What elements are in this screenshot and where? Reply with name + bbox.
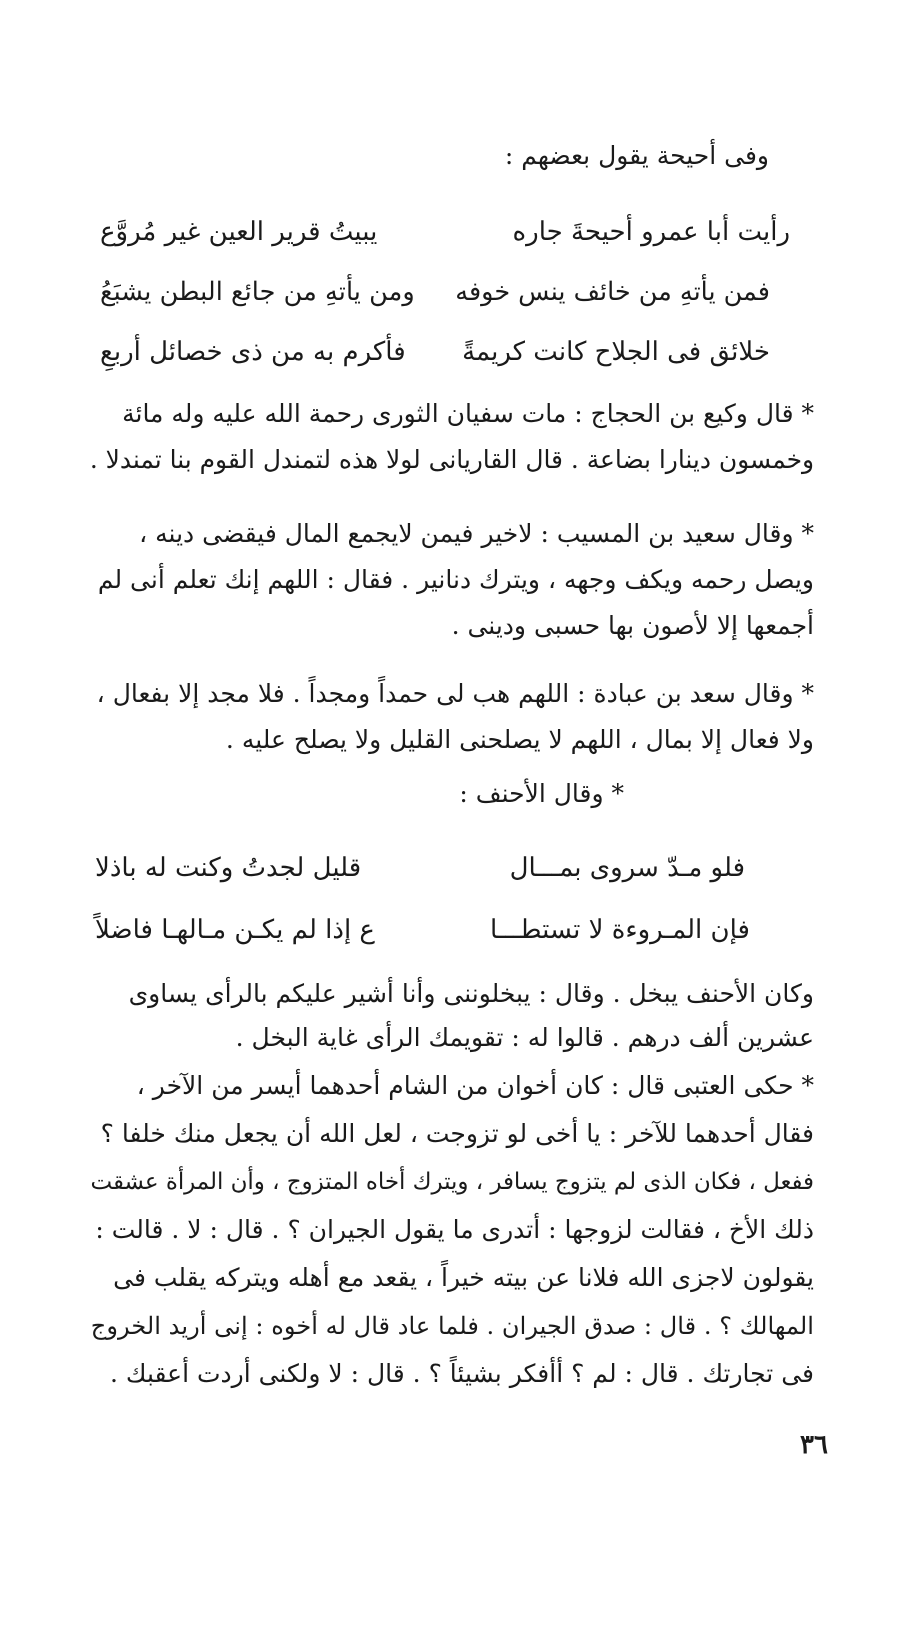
verse-first-hemistich: فمن يأتهِ من خائف ينس خوفه [455, 277, 770, 307]
paragraph-line: ذلك الأخ ، فقالت لزوجها : أتدرى ما يقول الجيران ؟ . قال : لا . قالت : [95, 1215, 814, 1244]
paragraph-line: وكان الأحنف يبخل . وقال : يبخلوننى وأنا أشير عليكم بالرأى يساوى [128, 979, 814, 1008]
verse-first-hemistich: فلو مـدّ سروى بمـــال [509, 853, 745, 883]
page-number: ٣٦ [800, 1430, 828, 1460]
verse-second-hemistich: ع إذا لم يكـن مـالهـا فاضلاً [95, 915, 375, 945]
paragraph-line: فى تجارتك . قال : لم ؟ أأفكر بشيئاً ؟ . قال : لا ولكنى أردت أعقبك . [110, 1359, 814, 1388]
verse-first-hemistich: خلائق فى الجلاح كانت كريمةً [462, 337, 770, 367]
paragraph-line: أجمعها إلا لأصون بها حسبى ودينى . [451, 611, 814, 640]
verse-first-hemistich: فإن المـروءة لا تستطـــا [490, 915, 750, 945]
paragraph-line: * حكى العتبى قال : كان أخوان من الشام أحدهما أيسر من الآخر ، [136, 1071, 814, 1100]
paragraph-line: * وقال سعد بن عبادة : اللهم هب لى حمداً ومجداً . فلا مجد إلا بفعال ، [96, 679, 814, 708]
paragraph-line: المهالك ؟ . قال : صدق الجيران . فلما عاد قال له أخوه : إنى أريد الخروج [90, 1312, 814, 1340]
verse-second-hemistich: ومن يأتهِ من جائع البطن يشبَعُ [100, 277, 415, 307]
paragraph-line: عشرين ألف درهم . قالوا له : تقويمك الرأى غاية البخل . [235, 1023, 814, 1052]
paragraph-line: وخمسون دينارا بضاعة . قال القاريانى لولا هذه لتمندل القوم بنا تمندلا . [89, 445, 814, 474]
verse-second-hemistich: فأكرم به من ذى خصائل أربعِ [100, 337, 406, 367]
paragraph-line: * وقال سعيد بن المسيب : لاخير فيمن لايجمع المال فيقضى دينه ، [139, 519, 814, 548]
paragraph-line: يقولون لاجزى الله فلانا عن بيته خيراً ، يقعد مع أهله ويتركه يقلب فى [113, 1263, 814, 1292]
paragraph-line: فقال أحدهما للآخر : يا أخى لو تزوجت ، لعل الله أن يجعل منك خلفا ؟ [100, 1119, 814, 1148]
paragraph-line: * وقال الأحنف : [459, 779, 624, 808]
paragraph-line: * قال وكيع بن الحجاج : مات سفيان الثورى رحمة الله عليه وله مائة [122, 399, 814, 428]
intro-line: وفى أحيحة يقول بعضهم : [504, 141, 769, 170]
paragraph-line: ويصل رحمه ويكف وجهه ، ويترك دنانير . فقال : اللهم إنك تعلم أنى لم [97, 565, 814, 594]
paragraph-line: ففعل ، فكان الذى لم يتزوج يسافر ، ويترك أخاه المتزوج ، وأن المرأة عشقت [90, 1169, 814, 1195]
verse-second-hemistich: قليل لجدتُ وكنت له باذلا [95, 853, 362, 883]
verse-second-hemistich: يبيتُ قرير العين غير مُروَّع [100, 217, 378, 247]
verse-first-hemistich: رأيت أبا عمرو أحيحةَ جاره [512, 217, 790, 247]
paragraph-line: ولا فعال إلا بمال ، اللهم لا يصلحنى القليل ولا يصلح عليه . [225, 725, 814, 754]
